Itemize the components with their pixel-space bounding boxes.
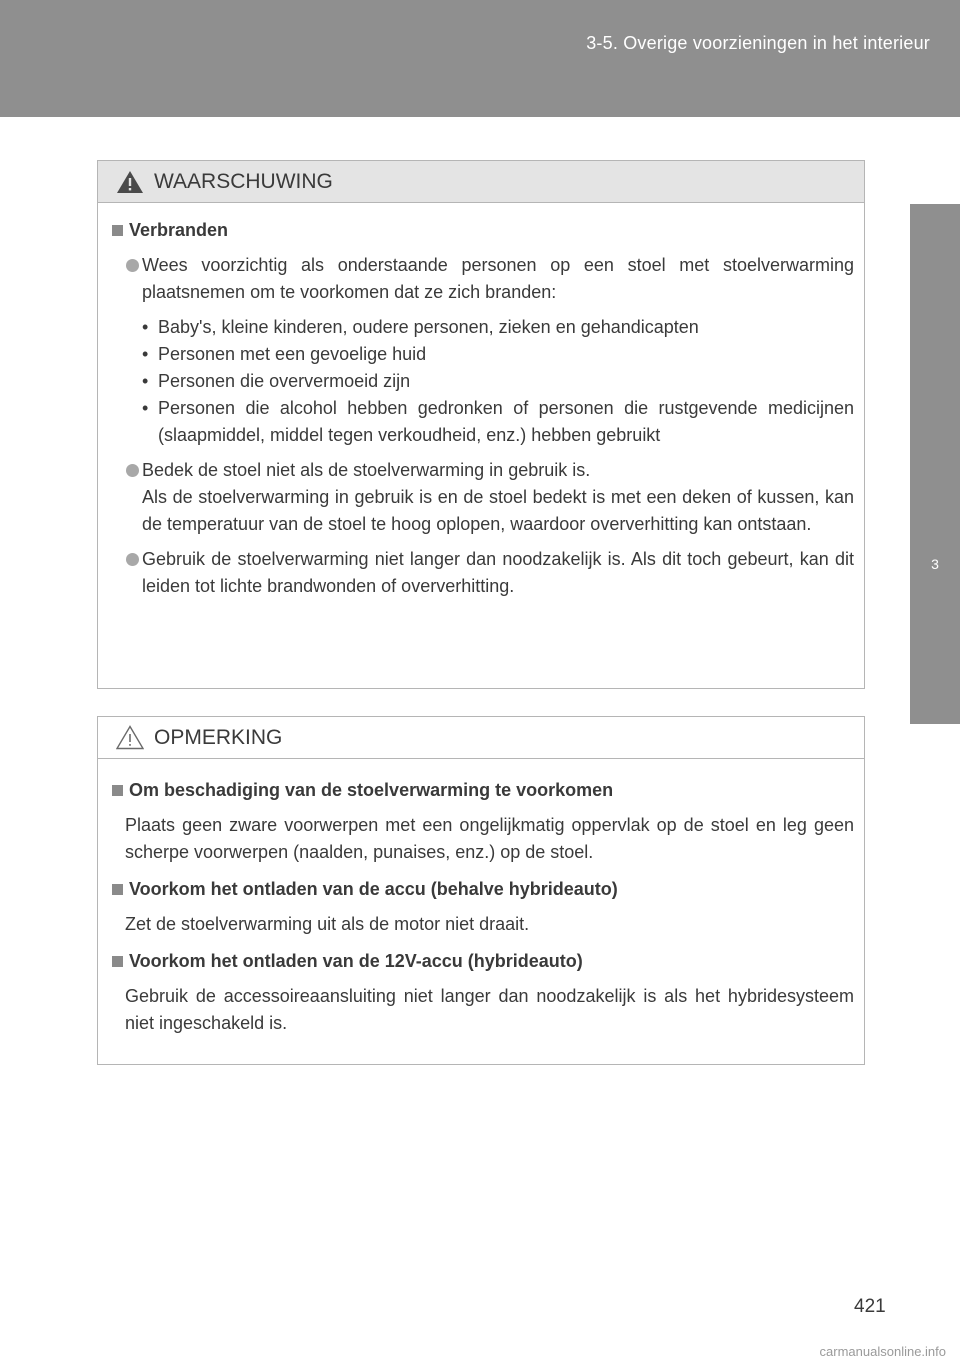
bullet-text: Als de stoelverwarming in gebruik is en de stoel bedekt is met een deken of kussen, kan de temperatuur van de stoel te hoog oplopen, waardoor oververhitting kan ontstaan. [142,487,854,534]
chapter-label [910,814,960,914]
paragraph: Zet de stoelverwarming uit als de motor niet draait. [125,914,530,934]
sub-list-item: • Personen die oververmoeid zijn [142,371,411,391]
section-heading: Voorkom het ontladen van de 12V-accu (hybrideauto) [112,948,854,975]
section-text [112,911,854,938]
notice-body [98,759,864,1047]
bullet-dot-icon [126,553,139,566]
notice-box [97,716,865,1065]
bullet-item [112,546,854,600]
section-text [112,812,854,866]
section-text [112,983,854,1037]
bullet-text: Gebruik de stoelverwarming niet langer dan noodzakelijk is. Als dit toch gebeurt, kan dit leiden tot lichte brandwonden of oververhitting. [142,549,854,596]
warning-title: WAARSCHUWING [154,169,333,193]
page-header [0,0,960,117]
bullet-text: Wees voorzichtig als onderstaande personen op een stoel met stoelverwarming plaatsnemen om te voorkomen dat ze zich branden: [142,255,854,302]
sub-list-item: • Baby's, kleine kinderen, oudere personen, zieken en gehandicapten [142,317,699,337]
sub-list-text: Baby's, kleine kinderen, oudere personen, zieken en gehandicapten [158,317,699,337]
sub-list-item: • Personen die alcohol hebben gedronken of personen die rustgevende medicijnen (slaapmiddel, middel tegen verkoudheid, enz.) hebben gebruikt [142,398,854,445]
bullet-item [112,457,854,538]
warning-triangle-icon [116,170,144,194]
sub-list-text: Personen met een gevoelige huid [158,344,427,364]
paragraph: Gebruik de accessoireaansluiting niet langer dan noodzakelijk is als het hybridesysteem niet ingeschakeld is. [125,986,854,1033]
notice-header [98,717,864,759]
sub-list-text: Personen die oververmoeid zijn [158,371,411,391]
warning-box [97,160,865,689]
paragraph: Plaats geen zware voorwerpen met een ongelijkmatig oppervlak op de stoel en leg geen scherpe voorwerpen (naalden, punaises, enz.) op de stoel. [125,815,854,862]
bullet-item [112,252,854,306]
warning-header [98,161,864,203]
section-heading: Voorkom het ontladen van de accu (behalve hybrideauto) [112,876,854,903]
section-title: 3-5. Overige voorzieningen in het interieur [586,33,930,53]
warning-body [98,203,864,610]
bullet-dot-icon [126,464,139,477]
sub-list-item: • Personen met een gevoelige huid [142,344,427,364]
caution-outline-triangle-icon [116,725,144,750]
bullet-dot-icon [126,259,139,272]
sub-list-text: Personen die alcohol hebben gedronken of personen die rustgevende medicijnen (slaapmiddel, middel tegen verkoudheid, enz.) hebben gebruikt [158,398,854,445]
bullet-text: Bedek de stoel niet als de stoelverwarming in gebruik is. [142,460,591,480]
section-heading: Verbranden [112,217,854,244]
sub-list [112,314,854,449]
chapter-tab [910,204,960,892]
footer-watermark: carmanualsonline.info [819,1344,946,1359]
section-heading: Om beschadiging van de stoelverwarming te voorkomen [112,777,854,804]
chapter-label-text: Interieur [926,836,944,892]
page-number: 421 [854,1296,886,1317]
notice-title: OPMERKING [154,725,283,749]
chapter-number: 3 [931,556,939,572]
